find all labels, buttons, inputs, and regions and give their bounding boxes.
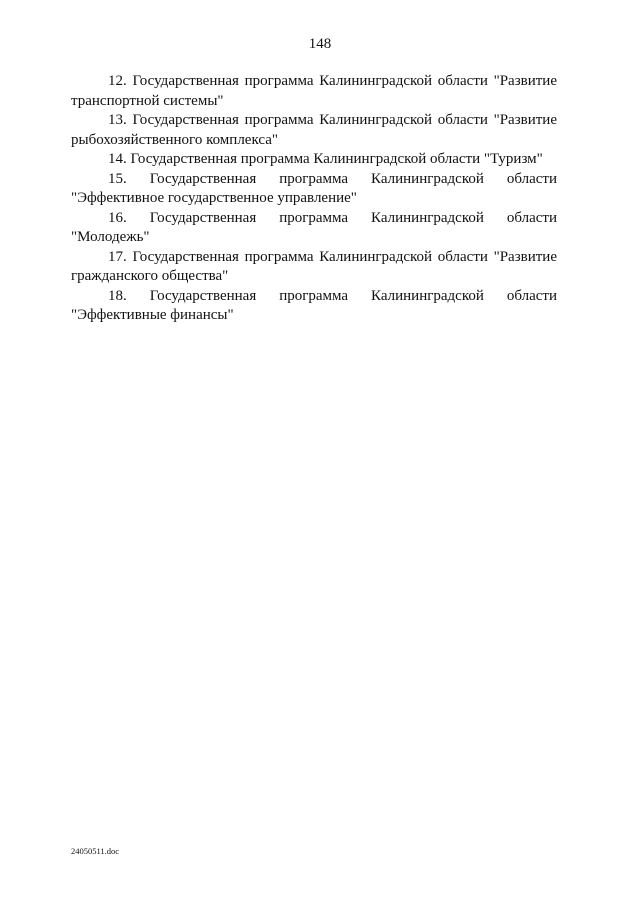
list-item: 15. Государственная программа Калининградской области "Эффективное государственное управление" [71,170,557,206]
list-item: 12. Государственная программа Калининградской области "Развитие транспортной системы" [71,73,557,109]
document-filename: 24050511.doc [71,846,120,856]
list-item: 14. Государственная программа Калининградской области "Туризм" [108,151,543,167]
page-number: 148 [308,36,332,52]
list-item: 17. Государственная программа Калининградской области "Развитие гражданского общества" [71,248,557,284]
program-list [71,72,557,326]
list-item: 16. Государственная программа Калининградской области "Молодежь" [71,209,557,245]
list-item: 18. Государственная программа Калининградской области "Эффективные финансы" [71,287,557,323]
list-item: 13. Государственная программа Калининградской области "Развитие рыбохозяйственного комплекса" [71,112,557,148]
